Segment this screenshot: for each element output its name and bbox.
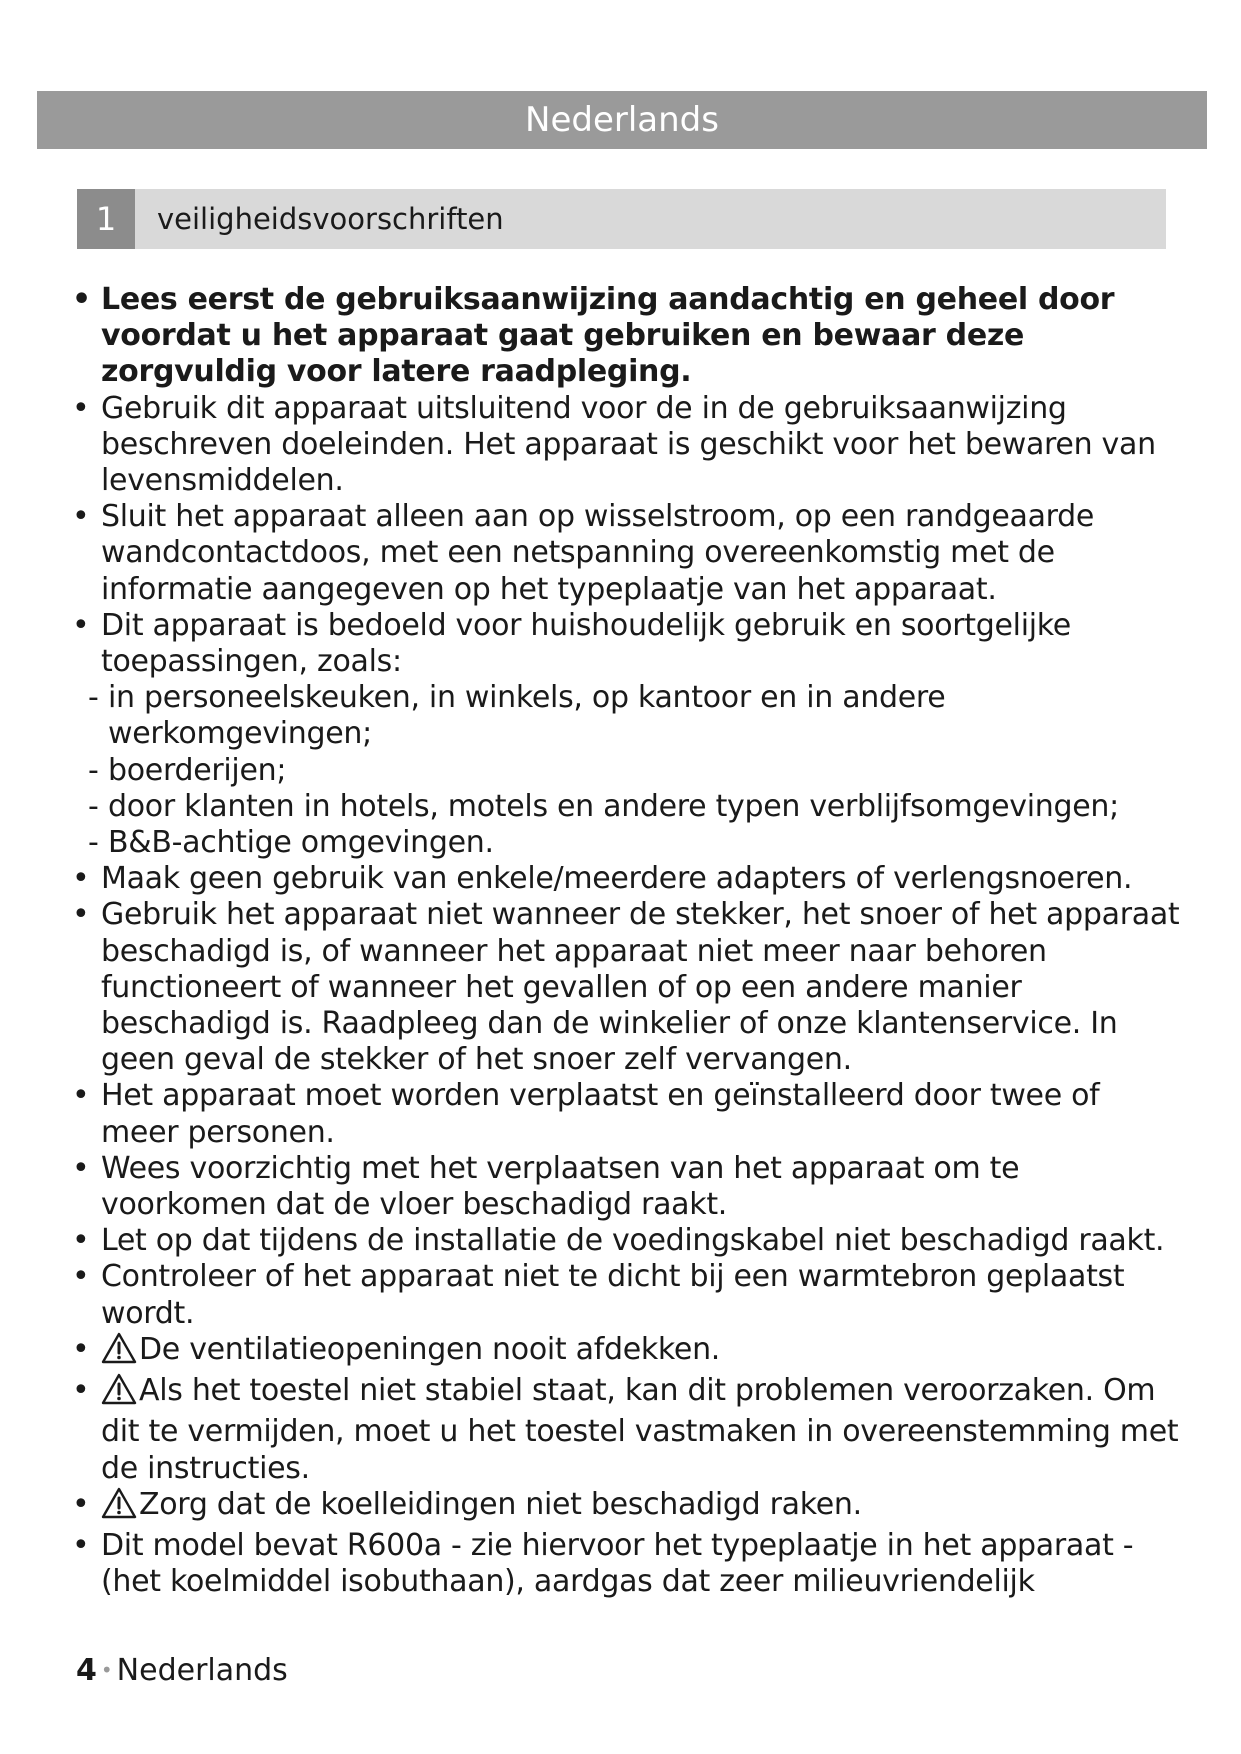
list-item [72, 1487, 1182, 1528]
list-item [72, 1223, 1182, 1259]
bullet-marker: • [72, 390, 90, 426]
list-item-text: boerderijen; [108, 752, 287, 788]
warning-triangle-icon [101, 1487, 137, 1528]
section-heading [77, 189, 1166, 249]
list-item-text: Dit apparaat is bedoeld voor huishoudelijk gebruik en soortgelijke toepassingen, zoals: [101, 607, 1071, 680]
list-item [72, 608, 1182, 680]
sub-list-item [72, 825, 1182, 861]
page-number: 4 [76, 1653, 97, 1688]
bullet-marker: • [72, 1259, 90, 1295]
list-item [72, 499, 1182, 608]
section-number: 1 [77, 189, 135, 249]
list-item [72, 1151, 1182, 1223]
bullet-marker: • [72, 1331, 90, 1367]
list-item-text: Dit model bevat R600a - zie hiervoor het typeplaatje in het apparaat - (het koelmiddel isobuthaan), aardgas dat zeer milieuvriendelijk [101, 1527, 1134, 1600]
list-item [72, 1259, 1182, 1331]
bullet-marker: • [72, 861, 90, 897]
bullet-marker: • [72, 1150, 90, 1186]
bullet-marker: • [72, 1527, 90, 1563]
list-item-text: in personeelskeuken, in winkels, op kantoor en in andere werkomgevingen; [108, 680, 946, 752]
bullet-marker: • [72, 282, 91, 317]
dash-marker: - [88, 788, 99, 824]
list-item-text: Als het toestel niet stabiel staat, kan dit problemen veroorzaken. Om dit te vermijden, moet u het toestel vastmaken in overeenstemming met de instructies. [101, 1373, 1179, 1486]
list-item [72, 1078, 1182, 1150]
list-item [72, 861, 1182, 897]
dash-marker: - [88, 825, 99, 861]
warning-triangle-icon [101, 1332, 137, 1373]
list-item [72, 897, 1182, 1078]
bullet-marker: • [72, 607, 90, 643]
page-footer [76, 1652, 288, 1689]
list-item-text: Sluit het apparaat alleen aan op wisselstroom, op een randgeaarde wandcontactdoos, met een netspanning overeenkomstig met de informatie aangegeven op het typeplaatje van het apparaat. [101, 499, 1095, 607]
safety-instructions-list [72, 282, 1182, 1600]
list-item [72, 1332, 1182, 1373]
dash-marker: - [88, 680, 99, 716]
footer-separator: • [100, 1658, 113, 1682]
list-item [72, 1528, 1182, 1600]
list-item-text: Let op dat tijdens de installatie de voedingskabel niet beschadigd raakt. [101, 1223, 1165, 1259]
bullet-marker: • [72, 897, 90, 933]
sub-list-item [72, 789, 1182, 825]
list-item [72, 1373, 1182, 1487]
bullet-marker: • [72, 1223, 90, 1259]
list-item-text: Controleer of het apparaat niet te dicht bij een warmtebron geplaatst wordt. [101, 1259, 1125, 1331]
list-item-text: Gebruik het apparaat niet wanneer de stekker, het snoer of het apparaat beschadigd is, of wanneer het apparaat niet meer naar behoren functioneert of wanneer het gevallen of op een andere manier beschadigd is. Raadpleeg dan de winkelier of onze klantenservice. In geen geval de stekker of het snoer zelf vervangen. [101, 897, 1180, 1078]
footer-language: Nederlands [116, 1653, 288, 1688]
sub-list-item [72, 680, 1182, 752]
dash-marker: - [88, 752, 99, 788]
list-item [72, 282, 1182, 391]
list-item-text: Lees eerst de gebruiksaanwijzing aandachtig en geheel door voordat u het apparaat gaat gebruiken en bewaar deze zorgvuldig voor latere raadpleging. [101, 282, 1115, 390]
section-title: veiligheidsvoorschriften [157, 202, 504, 236]
list-item-text: Maak geen gebruik van enkele/meerdere adapters of verlengsnoeren. [101, 861, 1133, 897]
list-item-text: Gebruik dit apparaat uitsluitend voor de in de gebruiksaanwijzing beschreven doeleinden. Het apparaat is geschikt voor het bewaren van levensmiddelen. [101, 390, 1156, 499]
list-item-text: B&B-achtige omgevingen. [108, 825, 494, 861]
list-item-text: De ventilatieopeningen nooit afdekken. [139, 1331, 721, 1367]
list-item-text: Het apparaat moet worden verplaatst en geïnstalleerd door twee of meer personen. [101, 1078, 1100, 1150]
language-header: Nederlands [37, 91, 1207, 149]
bullet-marker: • [72, 1373, 90, 1409]
list-item-text: Wees voorzichtig met het verplaatsen van het apparaat om te voorkomen dat de vloer beschadigd raakt. [101, 1150, 1020, 1223]
sub-list-item [72, 753, 1182, 789]
list-item [72, 391, 1182, 500]
bullet-marker: • [72, 499, 90, 535]
bullet-marker: • [72, 1486, 90, 1522]
list-item-text: door klanten in hotels, motels en andere typen verblijfsomgevingen; [108, 788, 1119, 824]
list-item-text: Zorg dat de koelleidingen niet beschadigd raken. [139, 1486, 862, 1522]
bullet-marker: • [72, 1078, 90, 1114]
warning-triangle-icon [101, 1373, 137, 1414]
